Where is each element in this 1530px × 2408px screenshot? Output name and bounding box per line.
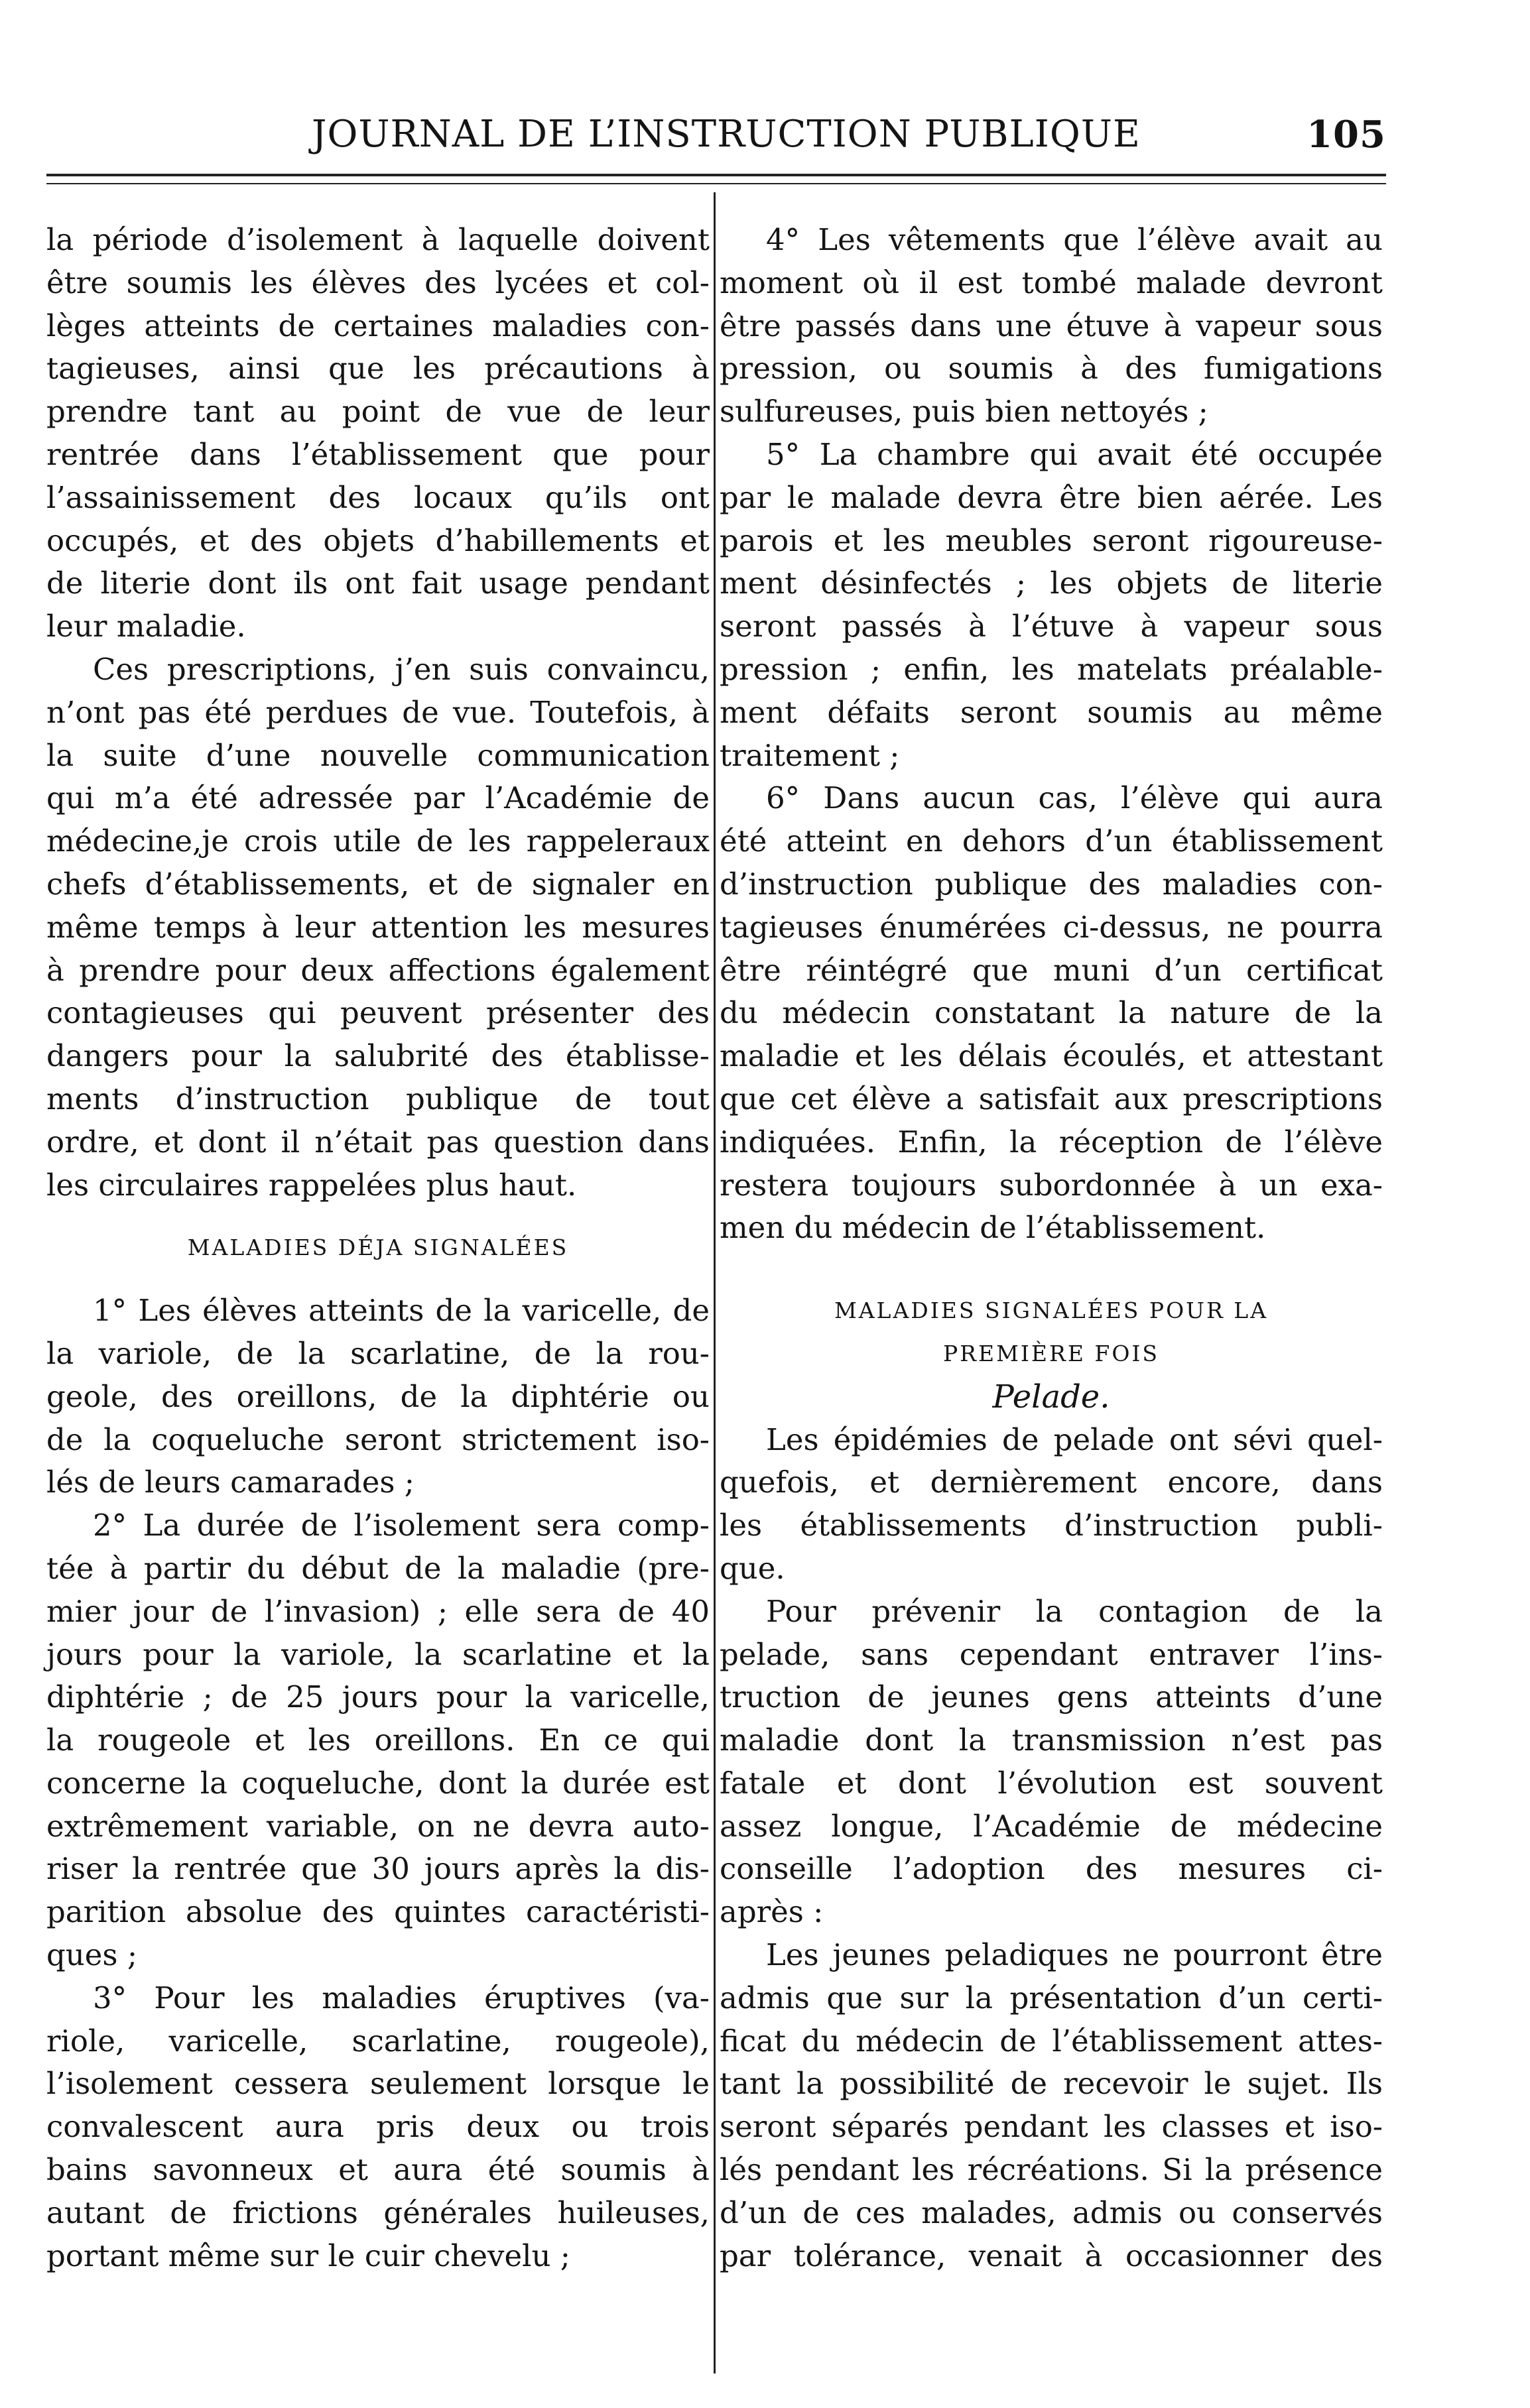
text-line: occupés, et des objets d’habillements et [46,522,710,558]
text-line: bains savonneux et aura été soumis à [46,2152,710,2188]
text-line: convalescent aura pris deux ou trois [46,2109,710,2145]
text-line: sulfureuses, puis bien nettoyés ; [720,394,1208,430]
text-line: ment désinfectés ; les objets de literie [720,566,1383,601]
text-line: tagieuses, ainsi que les précautions à [46,351,710,387]
text-line: par tolérance, venait à occasionner des [720,2238,1383,2273]
text-line: Les épidémies de pelade ont sévi quel- [766,1421,1383,1457]
text-line: à prendre pour deux affections également [46,952,710,988]
text-line: parois et les meubles seront rigoureuse- [720,522,1383,558]
text-line: la suite d’une nouvelle communication [46,737,710,773]
text-line: n’ont pas été perdues de vue. Toutefois, à [46,694,710,730]
text-line: être passés dans une étuve à vapeur sous [720,308,1383,343]
text-line: moment où il est tombé malade devront [720,265,1383,300]
spacer [46,1207,710,1227]
text-line: ment défaits seront soumis au même [720,694,1383,730]
text-line: diphtérie ; de 25 jours pour la varicelle, [46,1679,710,1715]
text-line: d’un de ces malades, admis ou conservés [720,2195,1383,2230]
text-line: contagieuses qui peuvent présenter des [46,995,710,1031]
text-line: leur maladie. [46,609,246,644]
text-line: 5° La chambre qui avait été occupée [766,436,1383,472]
text-line: autant de frictions générales huileuses, [46,2195,710,2230]
text-line: truction de jeunes gens atteints d’une [720,1679,1383,1715]
text-line: les établissements d’instruction publi- [720,1508,1383,1543]
journal-title: JOURNAL DE L’INSTRUCTION PUBLIQUE [312,113,1141,156]
text-line: restera toujours subordonnée à un exa- [720,1167,1383,1203]
text-line: ques ; [46,1937,137,1973]
text-line: les circulaires rappelées plus haut. [46,1167,577,1203]
running-header [312,105,1386,164]
text-line: conseille l’adoption des mesures ci- [720,1851,1383,1887]
text-line: même temps à leur attention les mesures [46,909,710,945]
text-line: après : [720,1894,824,1930]
text-line: pression, ou soumis à des fumigations [720,351,1383,387]
text-line: de la coqueluche seront strictement iso- [46,1421,710,1457]
subheading: Pelade. [992,1378,1110,1415]
header-rule-thin [46,183,1386,184]
page-number: 105 [1307,113,1386,156]
text-line: par le malade devra être bien aérée. Les [720,479,1383,515]
text-line: de literie dont ils ont fait usage pendant [46,566,710,601]
text-line: geole, des oreillons, de la diphtérie ou [46,1378,710,1414]
text-line: dangers pour la salubrité des établisse- [46,1038,710,1074]
text-line: être réintégré que muni d’un certificat [720,952,1383,988]
text-line: assez longue, l’Académie de médecine [720,1808,1383,1844]
text-line: que cet élève a satisfait aux prescriptions [720,1081,1383,1116]
text-line: concerne la coqueluche, dont la durée est [46,1765,710,1801]
text-line: parition absolue des quintes caractéristi- [46,1894,710,1930]
text-line: d’instruction publique des maladies con- [720,866,1383,902]
text-line: Pour prévenir la contagion de la [766,1593,1383,1629]
text-line: Les jeunes peladiques ne pourront être [766,1937,1383,1973]
text-line: seront séparés pendant les classes et iso- [720,2109,1383,2145]
text-line: quefois, et dernièrement encore, dans [720,1465,1383,1500]
text-line: maladie et les délais écoulés, et attestant [720,1038,1383,1074]
text-line: médecine,je crois utile de les rappeleraux [46,823,710,859]
text-line: men du médecin de l’établissement. [720,1210,1266,1246]
text-line: lèges atteints de certaines maladies con- [46,308,710,343]
text-line: la variole, de la scarlatine, de la rou- [46,1335,710,1371]
text-line: 2° La durée de l’isolement sera comp- [93,1508,710,1543]
text-line: mier jour de l’invasion) ; elle sera de 40 [46,1593,710,1629]
text-line: la rougeole et les oreillons. En ce qui [46,1722,710,1758]
header-rule-thick [46,174,1386,176]
text-line: seront passés à l’étuve à vapeur sous [720,609,1383,644]
text-line: être soumis les élèves des lycées et col- [46,265,710,300]
text-line: tant la possibilité de recevoir le sujet. Ils [720,2066,1383,2102]
text-line: 4° Les vêtements que l’élève avait au [766,222,1383,257]
text-line: lés de leurs camarades ; [46,1465,414,1500]
text-line: prendre tant au point de vue de leur [46,394,710,430]
text-line: traitement ; [720,737,900,773]
text-line: pelade, sans cependant entraver l’ins- [720,1636,1383,1672]
text-line: 3° Pour les maladies éruptives (va- [93,1980,710,2016]
text-line: rentrée dans l’établissement que pour [46,436,710,472]
text-line: chefs d’établissements, et de signaler en [46,866,710,902]
text-line: jours pour la variole, la scarlatine et la [46,1636,710,1672]
text-line: riole, varicelle, scarlatine, rougeole), [46,2023,710,2059]
left-column [46,219,710,2277]
text-line: l’assainissement des locaux qu’ils ont [46,479,710,515]
text-line: tée à partir du début de la maladie (pre- [46,1550,710,1586]
text-line: qui m’a été adressée par l’Académie de [46,780,710,816]
text-line: maladie dont la transmission n’est pas [720,1722,1383,1758]
text-line: que. [720,1550,785,1586]
right-column [720,219,1383,2277]
text-line: riser la rentrée que 30 jours après la dis- [46,1851,710,1887]
text-line: l’isolement cessera seulement lorsque le [46,2066,710,2102]
text-line: admis que sur la présentation d’un certi- [720,1980,1383,2016]
text-line: la période d’isolement à laquelle doivent [46,222,710,257]
text-line: lés pendant les récréations. Si la présence [720,2152,1383,2188]
text-line: été atteint en dehors d’un établissement [720,823,1383,859]
section-heading: MALADIES SIGNALÉES POUR LA [834,1297,1269,1324]
text-line: 1° Les élèves atteints de la varicelle, de [93,1293,710,1329]
text-line: ficat du médecin de l’établissement attes- [720,2023,1383,2059]
text-line: portant même sur le cuir chevelu ; [46,2238,570,2273]
text-line: pression ; enfin, les matelats préalable- [720,651,1383,687]
text-line: ordre, et dont il n’était pas question dans [46,1124,710,1160]
text-line: Ces prescriptions, j’en suis convaincu, [93,651,710,687]
text-line: extrêmement variable, on ne devra auto- [46,1808,710,1844]
text-line: 6° Dans aucun cas, l’élève qui aura [766,780,1383,816]
spacer [46,1270,710,1290]
text-line: fatale et dont l’évolution est souvent [720,1765,1383,1801]
section-heading: PREMIÈRE FOIS [942,1340,1160,1366]
text-line: indiquées. Enfin, la réception de l’élève [720,1124,1383,1160]
text-line: du médecin constatant la nature de la [720,995,1383,1031]
spacer [720,1250,1383,1290]
column-divider [714,192,716,2374]
section-heading: MALADIES DÉJA SIGNALÉES [187,1234,569,1261]
text-line: ments d’instruction publique de tout [46,1081,710,1116]
text-line: tagieuses énumérées ci-dessus, ne pourra [720,909,1383,945]
